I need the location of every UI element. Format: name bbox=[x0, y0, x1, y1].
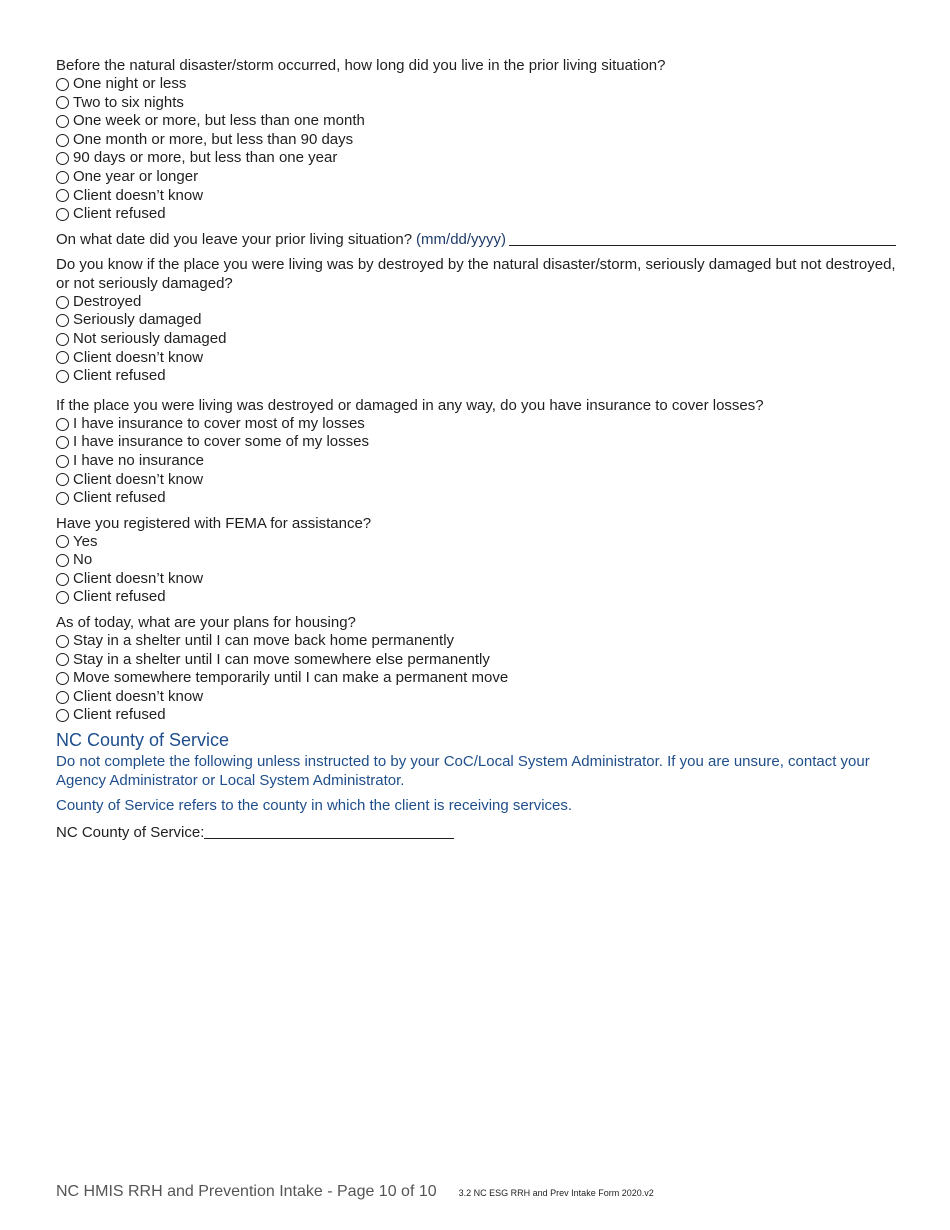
radio-option[interactable] bbox=[56, 75, 896, 94]
radio-option[interactable] bbox=[56, 688, 896, 707]
radio-label: Client doesn’t know bbox=[73, 186, 204, 204]
radio-group bbox=[56, 293, 896, 386]
county-field-label: NC County of Service: bbox=[56, 823, 205, 841]
radio-circle-icon[interactable] bbox=[56, 333, 69, 346]
date-format-hint: (mm/dd/yyyy) bbox=[416, 230, 507, 248]
question-fema bbox=[56, 514, 896, 607]
radio-label: Stay in a shelter until I can move somewhere else permanently bbox=[73, 650, 490, 668]
radio-option[interactable] bbox=[56, 533, 896, 552]
county-field bbox=[56, 823, 896, 842]
question-housing-plans bbox=[56, 613, 896, 725]
page-footer bbox=[56, 1183, 654, 1201]
radio-circle-icon[interactable] bbox=[56, 535, 69, 548]
radio-circle-icon[interactable] bbox=[56, 554, 69, 567]
radio-label: I have insurance to cover most of my losses bbox=[73, 414, 365, 432]
radio-option[interactable] bbox=[56, 293, 896, 312]
radio-label: One year or longer bbox=[73, 167, 199, 185]
radio-label: Client doesn’t know bbox=[73, 569, 204, 587]
radio-label: Client refused bbox=[73, 205, 166, 223]
radio-group bbox=[56, 533, 896, 607]
radio-option[interactable] bbox=[56, 433, 896, 452]
radio-label: I have no insurance bbox=[73, 451, 204, 469]
question-text: If the place you were living was destroyed or damaged in any way, do you have insurance to cover losses? bbox=[56, 396, 764, 414]
question-insurance bbox=[56, 396, 896, 508]
radio-label: Destroyed bbox=[73, 292, 142, 310]
radio-circle-icon[interactable] bbox=[56, 653, 69, 666]
radio-circle-icon[interactable] bbox=[56, 672, 69, 685]
radio-option[interactable] bbox=[56, 330, 896, 349]
radio-label: Client refused bbox=[73, 706, 166, 724]
radio-label: One month or more, but less than 90 days bbox=[73, 130, 354, 148]
radio-circle-icon[interactable] bbox=[56, 573, 69, 586]
radio-label: Two to six nights bbox=[73, 93, 184, 111]
radio-circle-icon[interactable] bbox=[56, 96, 69, 109]
radio-label: Seriously damaged bbox=[73, 311, 202, 329]
radio-circle-icon[interactable] bbox=[56, 455, 69, 468]
radio-circle-icon[interactable] bbox=[56, 418, 69, 431]
radio-option[interactable] bbox=[56, 588, 896, 607]
footer-version: 3.2 NC ESG RRH and Prev Intake Form 2020.v2 bbox=[458, 1188, 654, 1198]
county-section bbox=[56, 729, 896, 842]
radio-circle-icon[interactable] bbox=[56, 436, 69, 449]
radio-label: Client doesn’t know bbox=[73, 348, 204, 366]
radio-circle-icon[interactable] bbox=[56, 709, 69, 722]
radio-label: Move somewhere temporarily until I can make a permanent move bbox=[73, 669, 509, 687]
section-definition: County of Service refers to the county in which the client is receiving services. bbox=[56, 797, 573, 815]
radio-option[interactable] bbox=[56, 205, 896, 224]
radio-option[interactable] bbox=[56, 452, 896, 471]
radio-option[interactable] bbox=[56, 149, 896, 168]
radio-circle-icon[interactable] bbox=[56, 152, 69, 165]
radio-label: 90 days or more, but less than one year bbox=[73, 149, 338, 167]
question-text: Have you registered with FEMA for assistance? bbox=[56, 514, 372, 532]
radio-circle-icon[interactable] bbox=[56, 189, 69, 202]
radio-circle-icon[interactable] bbox=[56, 78, 69, 91]
radio-group bbox=[56, 415, 896, 508]
radio-option[interactable] bbox=[56, 131, 896, 150]
radio-option[interactable] bbox=[56, 651, 896, 670]
radio-label: One week or more, but less than one month bbox=[73, 112, 365, 130]
footer-page-label: NC HMIS RRH and Prevention Intake - Page 10 of 10 bbox=[56, 1183, 437, 1200]
radio-circle-icon[interactable] bbox=[56, 370, 69, 383]
radio-label: Not seriously damaged bbox=[73, 329, 227, 347]
radio-option[interactable] bbox=[56, 669, 896, 688]
radio-label: One night or less bbox=[73, 75, 187, 92]
question-prior-duration bbox=[56, 56, 896, 224]
radio-option[interactable] bbox=[56, 632, 896, 651]
date-input-line[interactable] bbox=[509, 231, 896, 246]
radio-circle-icon[interactable] bbox=[56, 492, 69, 505]
radio-circle-icon[interactable] bbox=[56, 208, 69, 221]
radio-label: Client refused bbox=[73, 367, 166, 385]
radio-option[interactable] bbox=[56, 187, 896, 206]
radio-label: Client refused bbox=[73, 588, 166, 606]
question-text: Do you know if the place you were living was by destroyed by the natural disaster/storm, seriously damaged but not destroyed, or not seriously damaged? bbox=[56, 255, 896, 292]
radio-circle-icon[interactable] bbox=[56, 635, 69, 648]
form-page bbox=[56, 56, 896, 842]
question-text: On what date did you leave your prior living situation? bbox=[56, 230, 413, 248]
radio-circle-icon[interactable] bbox=[56, 171, 69, 184]
radio-option[interactable] bbox=[56, 168, 896, 187]
question-text: Before the natural disaster/storm occurred, how long did you live in the prior living situation? bbox=[56, 57, 666, 74]
radio-option[interactable] bbox=[56, 415, 896, 434]
section-title: NC County of Service bbox=[56, 730, 230, 751]
question-damage bbox=[56, 255, 896, 386]
radio-option[interactable] bbox=[56, 367, 896, 386]
section-instructions: Do not complete the following unless instructed to by your CoC/Local System Administrator. If you are unsure, contact your Agency Administrator or Local System Administrator. bbox=[56, 753, 870, 789]
radio-circle-icon[interactable] bbox=[56, 691, 69, 704]
radio-label: No bbox=[73, 551, 93, 569]
radio-option[interactable] bbox=[56, 112, 896, 131]
radio-option[interactable] bbox=[56, 489, 896, 508]
radio-option[interactable] bbox=[56, 551, 896, 570]
county-input-line[interactable] bbox=[204, 824, 454, 839]
radio-option[interactable] bbox=[56, 471, 896, 490]
radio-group bbox=[56, 75, 896, 224]
radio-circle-icon[interactable] bbox=[56, 473, 69, 486]
radio-option[interactable] bbox=[56, 311, 896, 330]
radio-circle-icon[interactable] bbox=[56, 351, 69, 364]
radio-label: Client doesn’t know bbox=[73, 687, 204, 705]
radio-option[interactable] bbox=[56, 94, 896, 113]
radio-group bbox=[56, 632, 896, 725]
question-text: As of today, what are your plans for housing? bbox=[56, 614, 356, 632]
radio-circle-icon[interactable] bbox=[56, 115, 69, 128]
radio-label: Client refused bbox=[73, 489, 166, 507]
question-leave-date bbox=[56, 230, 896, 249]
radio-option[interactable] bbox=[56, 706, 896, 725]
radio-label: I have insurance to cover some of my losses bbox=[73, 433, 369, 451]
radio-option[interactable] bbox=[56, 349, 896, 368]
radio-option[interactable] bbox=[56, 570, 896, 589]
radio-circle-icon[interactable] bbox=[56, 134, 69, 147]
radio-circle-icon[interactable] bbox=[56, 314, 69, 327]
radio-label: Yes bbox=[73, 532, 98, 550]
radio-label: Stay in a shelter until I can move back home permanently bbox=[73, 632, 455, 650]
radio-circle-icon[interactable] bbox=[56, 591, 69, 604]
radio-label: Client doesn’t know bbox=[73, 470, 204, 488]
radio-circle-icon[interactable] bbox=[56, 296, 69, 309]
